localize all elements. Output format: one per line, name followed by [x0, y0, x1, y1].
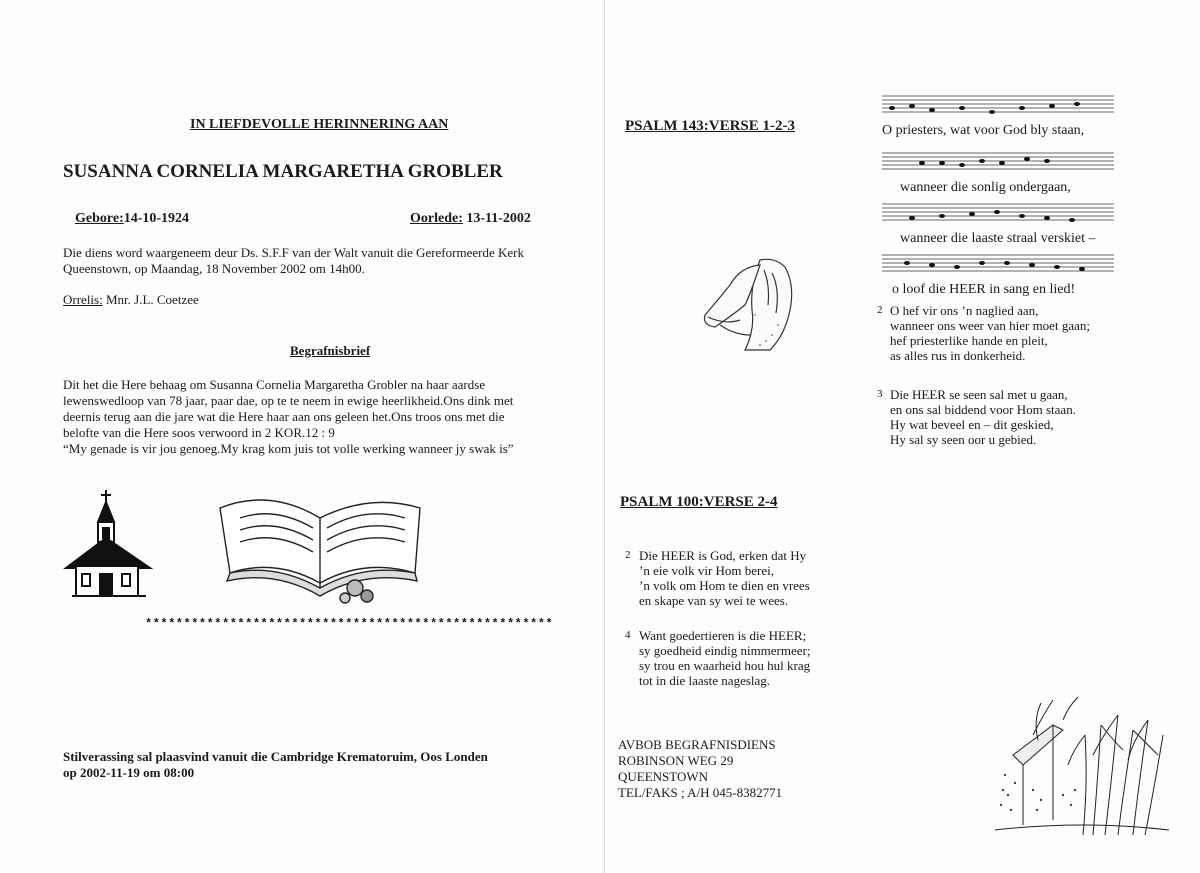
psalm143-verse-2: [877, 303, 1090, 363]
organist: [63, 292, 199, 308]
verse-line: sy trou en waarheid hou hul krag: [639, 658, 811, 673]
music-staff-icon: [882, 92, 1114, 118]
service-line: Die diens word waargeneem deur Ds. S.F.F van der Walt vanuit die Gereformeerde Kerk: [63, 245, 524, 260]
verse-line: O hef vir ons ’n naglied aan,: [890, 303, 1039, 318]
star-divider: *****************************************************: [145, 617, 554, 631]
service-line: Queenstown, op Maandag, 18 November 2002 om 14h00.: [63, 261, 365, 276]
open-bible-icon: [215, 478, 425, 613]
verse-line: tot in die laaste nageslag.: [639, 673, 771, 688]
music-staff-icon: [882, 149, 1114, 175]
verse-line: as alles rus in donkerheid.: [890, 348, 1026, 363]
verse-number: 2: [877, 304, 883, 316]
center-fold: [604, 0, 605, 873]
verse-number: 2: [625, 549, 631, 561]
died-row: [410, 211, 531, 227]
born-date: 14-10-1924: [123, 211, 190, 226]
score-lyric: O priesters, wat voor God bly staan,: [882, 123, 1085, 138]
letter-line: belofte van die Here soos verwoord in 2 KOR.12 : 9: [63, 425, 335, 440]
verse-line: Want goedertieren is die HEER;: [639, 628, 807, 643]
church-icon: [62, 488, 154, 600]
letter-line: Dit het die Here behaag om Susanna Cornelia Margaretha Grobler na haar aardse: [63, 377, 486, 392]
funeral-home: [618, 737, 782, 801]
verse-line: en ons sal biddend voor Hom staan.: [890, 402, 1076, 417]
cremation-line: op 2002-11-19 om 08:00: [63, 765, 195, 780]
letter-line: deernis terug aan die jare wat die Here haar aan ons geleen het.Ons troos ons met die: [63, 409, 505, 424]
verse-line: Die HEER se seen sal met u gaan,: [890, 387, 1068, 402]
verse-line: wanneer ons weer van hier moet gaan;: [890, 318, 1090, 333]
deceased-name: SUSANNA CORNELIA MARGARETHA GROBLER: [63, 161, 503, 182]
heading: IN LIEFDEVOLLE HERINNERING AAN: [190, 117, 449, 132]
funeral-home-line: QUEENSTOWN: [618, 769, 709, 784]
born-row: [75, 211, 189, 227]
organist-label: Orrelis:: [63, 292, 103, 307]
verse-line: sy goedheid eindig nimmermeer;: [639, 643, 811, 658]
verse-line: Hy wat beveel en – dit geskied,: [890, 417, 1054, 432]
praying-hands-icon: [700, 255, 805, 355]
verse-line: Hy sal sy seen oor u gebied.: [890, 432, 1037, 447]
organist-name: Mnr. J.L. Coetzee: [102, 292, 199, 307]
score-lyric: wanneer die sonlig ondergaan,: [900, 180, 1071, 195]
verse-line: ’n volk om Hom te dien en vrees: [639, 578, 810, 593]
funeral-home-line: AVBOB BEGRAFNISDIENS: [618, 737, 776, 752]
letter-body: [63, 377, 514, 457]
cremation-line: Stilverassing sal plaasvind vanuit die Cambridge Krematoruim, Oos Londen: [63, 749, 488, 764]
psalm143-score: [882, 92, 1114, 298]
cremation-info: [63, 749, 488, 781]
verse-line: hef priesterlike hande en pleit,: [890, 333, 1048, 348]
verse-number: 4: [625, 629, 631, 641]
music-staff-icon: [882, 200, 1114, 226]
funeral-home-line: ROBINSON WEG 29: [618, 753, 734, 768]
reeds-landscape-icon: [993, 695, 1171, 835]
score-lyric: wanneer die laaste straal verskiet –: [900, 231, 1096, 246]
letter-line: lewenswedloop van 78 jaar, paar dae, op te te neem in ewige heerlikheid.Ons dink met: [63, 393, 514, 408]
letter-line: “My genade is vir jou genoeg.My krag kom juis tot volle werking wanneer jy swak is”: [63, 441, 514, 456]
verse-line: ’n eie volk vir Hom berei,: [639, 563, 775, 578]
verse-line: Die HEER is God, erken dat Hy: [639, 548, 807, 563]
music-staff-icon: [882, 251, 1114, 277]
verse-line: en skape van sy wei te wees.: [639, 593, 789, 608]
psalm143-verse-3: [877, 387, 1076, 447]
psalm100-verse-4: [625, 628, 810, 688]
born-label: Gebore:: [75, 211, 124, 226]
funeral-home-line: TEL/FAKS ; A/H 045-8382771: [618, 785, 783, 800]
psalm100-verse-2: [625, 548, 810, 608]
died-date: 13-11-2002: [466, 211, 531, 226]
service-info: [63, 245, 524, 277]
letter-title: Begrafnisbrief: [290, 343, 371, 358]
psalm100-title: PSALM 100:VERSE 2-4: [620, 494, 778, 510]
psalm143-title: PSALM 143:VERSE 1-2-3: [625, 118, 796, 134]
died-label: Oorlede:: [410, 211, 463, 226]
verse-number: 3: [877, 388, 883, 400]
score-lyric: o loof die HEER in sang en lied!: [892, 282, 1076, 297]
